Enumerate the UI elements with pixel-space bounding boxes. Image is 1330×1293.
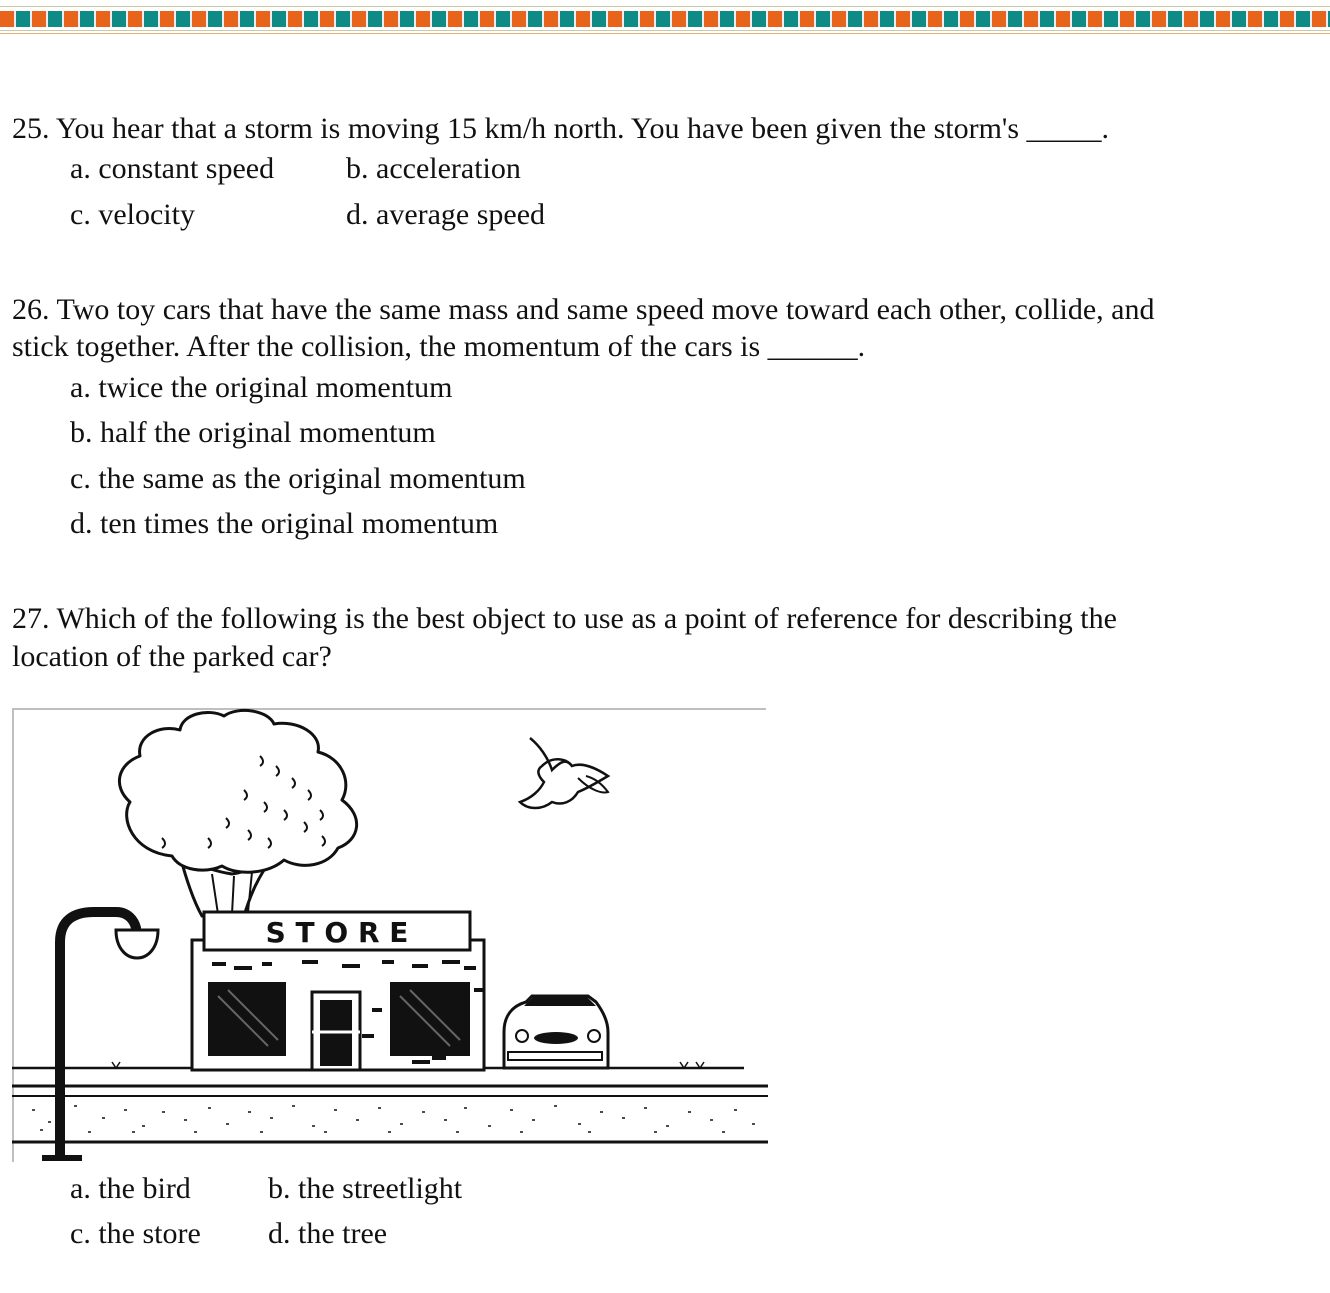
- q25-option-a[interactable]: a. constant speed: [70, 152, 275, 185]
- question-25: [12, 110, 1109, 147]
- q25-option-d[interactable]: d. average speed: [346, 198, 546, 231]
- street-scene-illustration: [12, 706, 768, 1162]
- question-number: 25.: [12, 112, 50, 145]
- q27-option-a[interactable]: a. the bird: [70, 1172, 191, 1205]
- store-sign-text: S T O R E: [265, 916, 409, 949]
- question-text: Which of the following is the best object to use as a point of reference for describing the: [56, 602, 1117, 635]
- q27-option-d[interactable]: d. the tree: [268, 1217, 388, 1250]
- question-text: Two toy cars that have the same mass and same speed move toward each other, collide, and: [56, 293, 1155, 326]
- question-27-line1: [12, 600, 1117, 637]
- question-26-line2: stick together. After the collision, the momentum of the cars is ______.: [12, 330, 866, 363]
- q27-option-c[interactable]: c. the store: [70, 1217, 201, 1250]
- q26-option-a[interactable]: a. twice the original momentum: [70, 371, 453, 404]
- q26-option-b[interactable]: b. half the original momentum: [70, 416, 436, 449]
- question-number: 27.: [12, 602, 50, 635]
- q27-option-b[interactable]: b. the streetlight: [268, 1172, 463, 1205]
- store-icon: [192, 912, 484, 1070]
- q26-option-c[interactable]: c. the same as the original momentum: [70, 462, 526, 495]
- question-number: 26.: [12, 293, 50, 326]
- bird-icon: [520, 738, 608, 808]
- q25-option-b[interactable]: b. acceleration: [346, 152, 521, 185]
- q25-option-c[interactable]: c. velocity: [70, 198, 195, 231]
- question-text: You hear that a storm is moving 15 km/h north. You have been given the storm's _____.: [55, 112, 1110, 145]
- decorative-top-border: [0, 0, 1330, 36]
- parked-car-icon: [504, 996, 608, 1068]
- tree-icon: [119, 710, 356, 916]
- question-26-line1: [12, 291, 1154, 328]
- q26-option-d[interactable]: d. ten times the original momentum: [70, 507, 499, 540]
- streetlight-icon: [42, 912, 158, 1158]
- question-27-line2: location of the parked car?: [12, 640, 332, 673]
